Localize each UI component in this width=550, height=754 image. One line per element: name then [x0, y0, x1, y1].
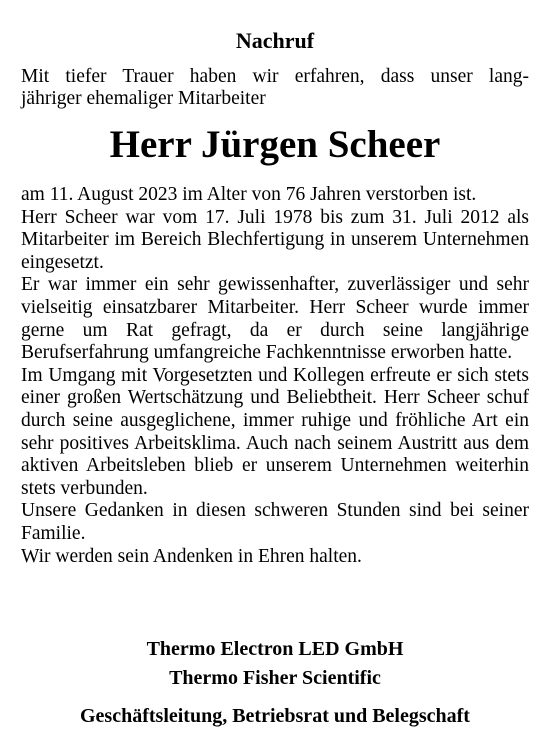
paragraph-employment: Herr Scheer war vom 17. Juli 1978 bis zum 31. Juli 2012 als Mitarbeiter im Bereich Blechfertigung in unserem Unternehmen eingesetzt.: [21, 206, 529, 273]
paragraph-condolences: Unsere Gedanken in diesen schweren Stunden sind bei seiner Familie.: [21, 500, 529, 544]
intro-text: [21, 66, 529, 110]
deceased-name: Herr Jürgen Scheer: [109, 123, 441, 166]
signature-company-1: Thermo Electron LED GmbH: [146, 638, 404, 660]
paragraph-colleagues: Im Umgang mit Vorgesetzten und Kollegen erfreute er sich stets einer großen Wertschätzung und Beliebtheit. Herr Scheer schuf durch seine ausgeglichene, immer ruhige und fröhliche Art ein sehr positives Arbeitsklima. Auch nach seinem Austritt aus dem aktiven Arbeitsleben blieb er unserem Unternehmen weiterhin stets verbunden.: [21, 364, 529, 499]
intro-line-2: jähriger ehemaliger Mitarbeiter: [21, 88, 266, 109]
signature-groups: Geschäftsleitung, Betriebsrat und Belegschaft: [80, 705, 470, 727]
signature-company-2: Thermo Fisher Scientific: [169, 667, 381, 689]
paragraph-remembrance: Wir werden sein Andenken in Ehren halten.: [21, 545, 362, 567]
intro-line-1: Mit tiefer Trauer haben wir erfahren, dass unser lang-: [21, 66, 529, 87]
paragraph-death-date: am 11. August 2023 im Alter von 76 Jahren verstorben ist.: [21, 184, 477, 205]
obituary-body: [21, 184, 529, 568]
paragraph-character: Er war immer ein sehr gewissenhafter, zuverlässiger und sehr vielseitig einsatzbarer Mitarbeiter. Herr Scheer wurde immer gerne um Rat gefragt, da er durch seine langjährige Berufserfahrung umfangreiche Fachkenntnisse erworben hatte.: [21, 274, 529, 364]
notice-heading: Nachruf: [235, 28, 315, 53]
